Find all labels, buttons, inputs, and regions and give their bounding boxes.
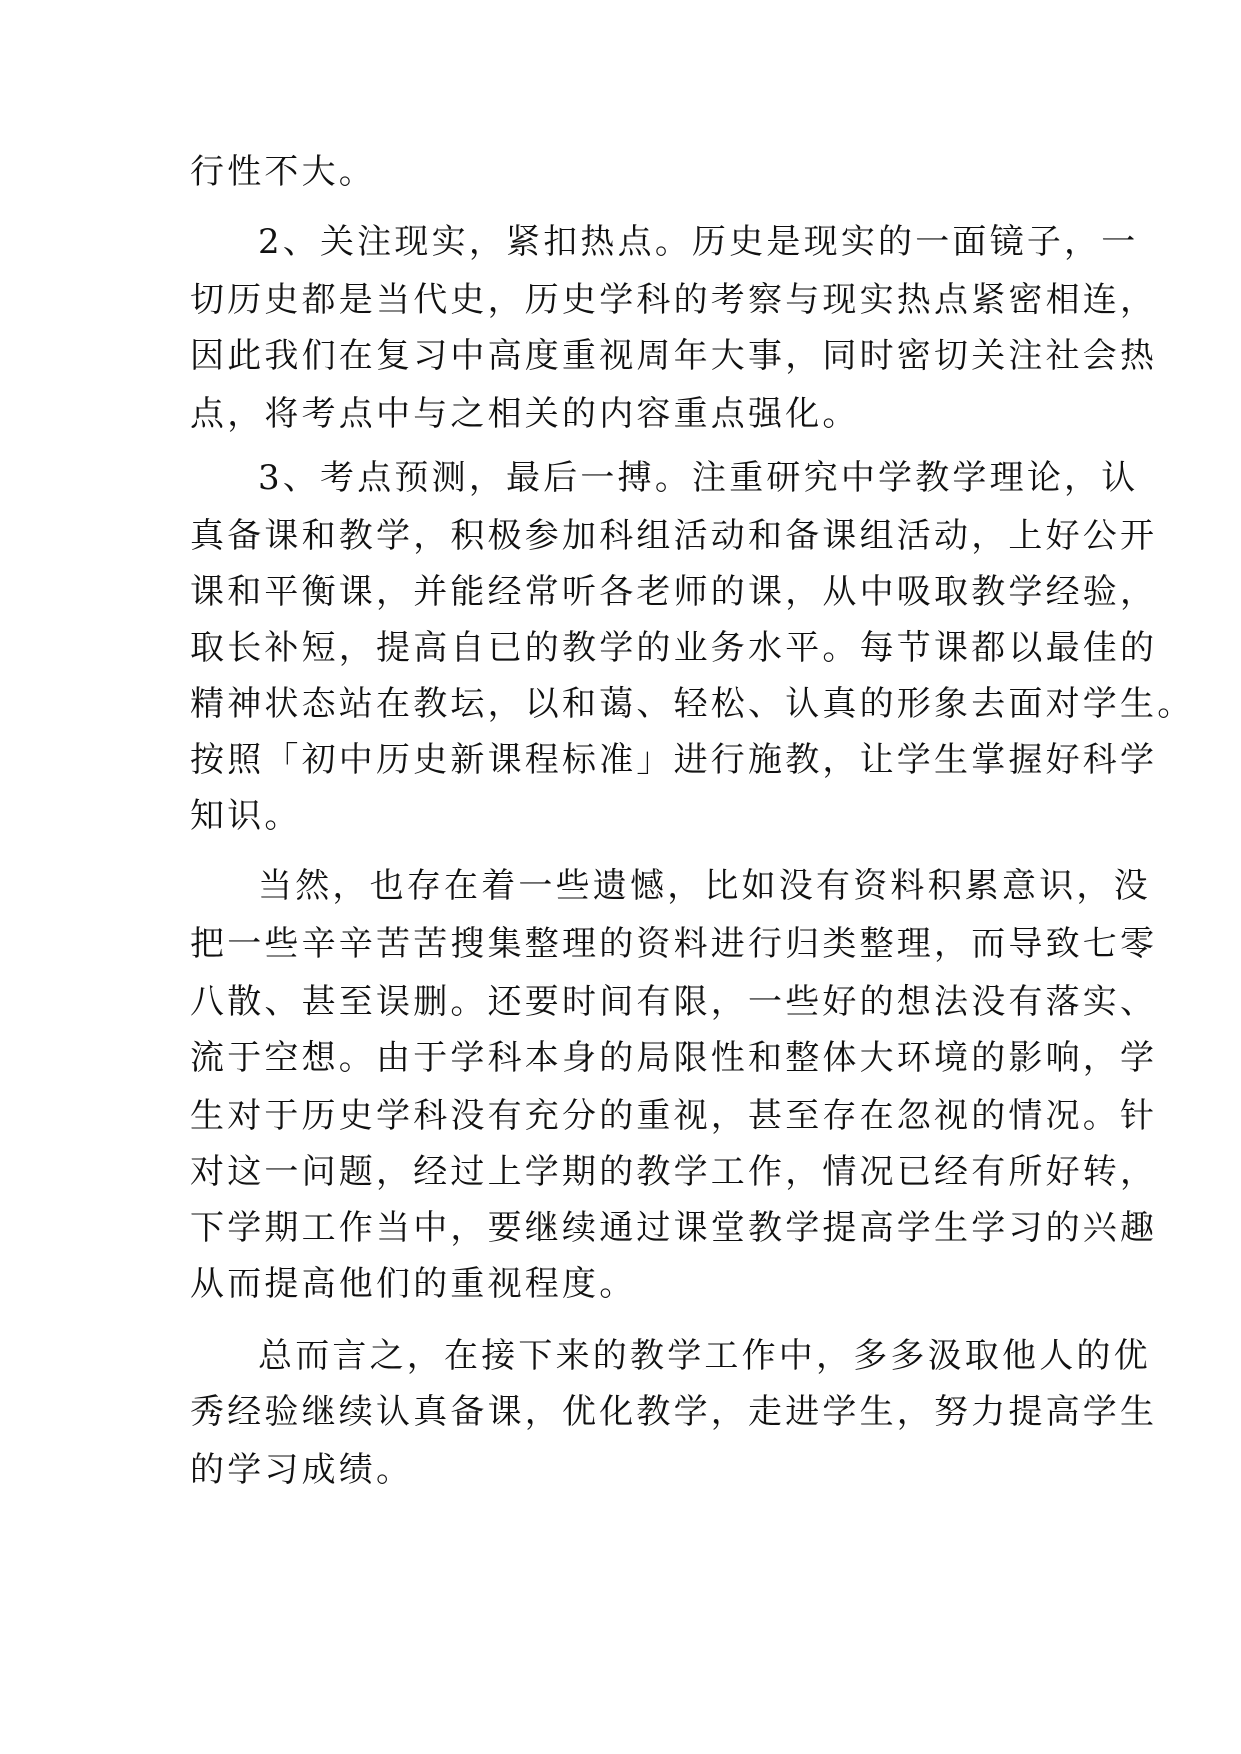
text-line: 秀经验继续认真备课，优化教学，走进学生，努力提高学生 <box>190 1392 1158 1432</box>
text-line: 当然，也存在着一些遗憾，比如没有资料积累意识，没 <box>258 866 1151 906</box>
text-line: 3、考点预测，最后一搏。注重研究中学教学理论，认 <box>258 458 1139 498</box>
text-line: 流于空想。由于学科本身的局限性和整体大环境的影响，学 <box>190 1038 1158 1078</box>
text-line: 下学期工作当中，要继续通过课堂教学提高学生学习的兴趣 <box>190 1208 1158 1248</box>
text-line: 总而言之，在接下来的教学工作中，多多汲取他人的优 <box>258 1336 1151 1376</box>
text-line: 因此我们在复习中高度重视周年大事，同时密切关注社会热 <box>190 336 1158 376</box>
text-line: 八散、甚至误删。还要时间有限，一些好的想法没有落实、 <box>190 982 1158 1022</box>
text-line: 切历史都是当代史，历史学科的考察与现实热点紧密相连， <box>190 280 1158 320</box>
text-line: 对这一问题，经过上学期的教学工作，情况已经有所好转， <box>190 1152 1158 1192</box>
text-line: 从而提高他们的重视程度。 <box>190 1264 637 1304</box>
text-line: 知识。 <box>190 796 302 836</box>
text-line: 取长补短，提高自已的教学的业务水平。每节课都以最佳的 <box>190 628 1158 668</box>
text-line: 真备课和教学，积极参加科组活动和备课组活动，上好公开 <box>190 516 1158 556</box>
text-line: 行性不大。 <box>190 152 376 192</box>
text-line: 生对于历史学科没有充分的重视，甚至存在忽视的情况。针 <box>190 1096 1158 1136</box>
text-line: 把一些辛辛苦苦搜集整理的资料进行归类整理，而导致七零 <box>190 924 1158 964</box>
text-line: 点，将考点中与之相关的内容重点强化。 <box>190 394 860 434</box>
text-line: 课和平衡课，并能经常听各老师的课，从中吸取教学经验， <box>190 572 1158 612</box>
text-line: 按照「初中历史新课程标准」进行施教，让学生掌握好科学 <box>190 740 1158 780</box>
text-line: 的学习成绩。 <box>190 1450 414 1490</box>
text-line: 2、关注现实，紧扣热点。历史是现实的一面镜子，一 <box>258 222 1139 262</box>
text-line: 精神状态站在教坛，以和蔼、轻松、认真的形象去面对学生。 <box>190 684 1195 724</box>
